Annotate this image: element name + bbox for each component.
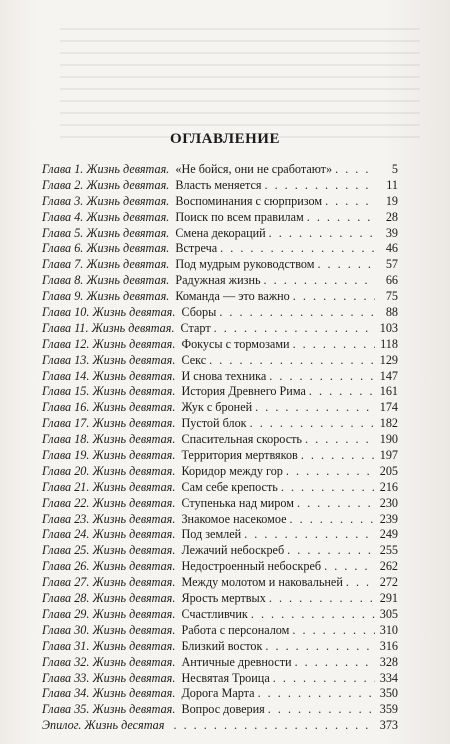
toc-entry (42, 162, 398, 178)
chapter-title: Ступенька над миром (181, 495, 294, 510)
dot-leader (307, 210, 375, 225)
chapter-label: Глава 4. Жизнь девятая. (42, 209, 170, 224)
chapter-title: Смена декораций (175, 225, 266, 240)
chapter-title: История Древнего Рима (181, 384, 306, 399)
chapter-title: Встреча (175, 241, 218, 256)
separator-space (175, 464, 178, 479)
dot-leader (324, 559, 375, 574)
separator-space (175, 432, 178, 447)
page-number: 272 (379, 575, 398, 590)
separator-space (175, 337, 178, 352)
page-number: 373 (379, 718, 398, 733)
chapter-title: Фокусы с тормозами (181, 336, 290, 351)
toc-entry (42, 639, 398, 655)
dot-leader (297, 496, 375, 511)
chapter-label: Глава 22. Жизнь девятая. (42, 495, 176, 510)
toc-entry (42, 702, 398, 718)
page-number: 57 (385, 257, 398, 272)
page-number: 75 (385, 289, 398, 304)
chapter-title: «Не бойся, они не сработают» (175, 162, 333, 176)
chapter-title: Счастливчик (181, 606, 248, 621)
chapter-label: Глава 13. Жизнь девятая. (42, 352, 176, 367)
toc-entry (42, 591, 398, 607)
separator-space (175, 512, 178, 527)
chapter-label: Глава 25. Жизнь девятая. (42, 543, 176, 558)
dot-leader (293, 289, 375, 304)
chapter-title: Спасительная скорость (181, 432, 302, 447)
chapter-title: Сборы (181, 305, 217, 320)
separator-space (175, 559, 178, 574)
page-number: 28 (385, 209, 398, 224)
chapter-title: Секс (181, 352, 207, 367)
dot-leader (301, 448, 375, 463)
page-number: 46 (385, 241, 398, 256)
page-number: 129 (379, 352, 398, 367)
chapter-label: Эпилог. Жизнь десятая (42, 718, 165, 733)
chapter-label: Глава 19. Жизнь девятая. (42, 448, 176, 463)
separator-space (169, 210, 172, 225)
dot-leader (281, 480, 375, 495)
chapter-label: Глава 5. Жизнь девятая. (42, 225, 170, 240)
page-number: 161 (379, 384, 398, 399)
chapter-label: Глава 33. Жизнь девятая. (42, 670, 176, 685)
dot-leader (290, 512, 376, 527)
page-number: 262 (379, 559, 398, 574)
page-number: 350 (379, 686, 398, 701)
dot-leader (292, 623, 375, 638)
dot-leader (251, 607, 375, 622)
separator-space (169, 289, 172, 304)
chapter-title: Территория мертвяков (181, 448, 298, 463)
chapter-label: Глава 17. Жизнь девятая. (42, 416, 176, 431)
page-number: 39 (385, 225, 398, 240)
toc-entry (42, 416, 398, 432)
toc-entry (42, 178, 398, 194)
toc-entry (42, 353, 398, 369)
chapter-label: Глава 27. Жизнь девятая. (42, 575, 176, 590)
toc-entry (42, 369, 398, 385)
chapter-label: Глава 23. Жизнь девятая. (42, 511, 176, 526)
page-number: 359 (379, 702, 398, 717)
page-number: 103 (379, 320, 398, 335)
chapter-label: Глава 34. Жизнь девятая. (42, 686, 176, 701)
toc-entry (42, 241, 398, 257)
toc-entry (42, 655, 398, 671)
separator-space (169, 257, 172, 272)
page-number: 291 (379, 591, 398, 606)
separator-space (175, 305, 178, 320)
separator-space (175, 400, 178, 415)
separator-space (175, 543, 178, 558)
toc-entry (42, 194, 398, 210)
chapter-label: Глава 6. Жизнь девятая. (42, 241, 170, 256)
chapter-label: Глава 30. Жизнь девятая. (42, 622, 176, 637)
page-number: 19 (385, 193, 398, 208)
dot-leader (209, 353, 375, 368)
chapter-title: Пустой блок (181, 416, 247, 431)
chapter-title: Жук с броней (181, 400, 253, 415)
toc-entry (42, 257, 398, 273)
dot-leader (309, 384, 375, 399)
separator-space (175, 591, 178, 606)
chapter-title: Античные древности (181, 654, 292, 669)
chapter-label: Глава 21. Жизнь девятая. (42, 479, 176, 494)
separator-space (169, 194, 172, 209)
separator-space (175, 655, 178, 670)
page-number: 182 (379, 416, 398, 431)
dot-leader (287, 543, 375, 558)
toc-entry (42, 210, 398, 226)
chapter-label: Глава 24. Жизнь девятая. (42, 527, 176, 542)
page-number: 305 (379, 606, 398, 621)
toc-entry (42, 321, 398, 337)
toc-entry (42, 432, 398, 448)
show-through-text (60, 28, 420, 138)
separator-space (164, 718, 167, 733)
page-number: 310 (379, 622, 398, 637)
chapter-title: Лежачий небоскреб (181, 543, 285, 558)
chapter-title: Радужная жизнь (175, 273, 261, 288)
chapter-label: Глава 29. Жизнь девятая. (42, 606, 176, 621)
page-number: 197 (379, 448, 398, 463)
page-number: 190 (379, 432, 398, 447)
toc-entry (42, 512, 398, 528)
separator-space (169, 178, 172, 193)
dot-leader (220, 241, 375, 256)
page-number: 174 (379, 400, 398, 415)
toc-entry (42, 289, 398, 305)
chapter-title: Знакомое насекомое (181, 511, 287, 526)
chapter-label: Глава 16. Жизнь девятая. (42, 400, 176, 415)
chapter-label: Глава 15. Жизнь девятая. (42, 384, 176, 399)
toc-entry (42, 559, 398, 575)
toc-entry (42, 575, 398, 591)
toc-entry (42, 384, 398, 400)
toc-entry (42, 226, 398, 242)
chapter-title: Власть меняется (175, 177, 262, 192)
dot-leader (269, 369, 375, 384)
toc-entry (42, 527, 398, 543)
chapter-label: Глава 18. Жизнь девятая. (42, 432, 176, 447)
dot-leader (295, 655, 375, 670)
separator-space (175, 623, 178, 638)
page-number: 216 (379, 479, 398, 494)
page-number: 239 (379, 511, 398, 526)
page-number: 205 (379, 463, 398, 478)
chapter-label: Глава 1. Жизнь девятая. (42, 162, 170, 176)
separator-space (169, 273, 172, 288)
chapter-title: Под землей (181, 527, 242, 542)
toc-entry (42, 623, 398, 639)
chapter-title: Между молотом и наковальней (181, 575, 343, 590)
separator-space (175, 480, 178, 495)
page-number: 316 (379, 638, 398, 653)
chapter-title: Коридор между гор (181, 463, 283, 478)
chapter-label: Глава 3. Жизнь девятая. (42, 193, 170, 208)
page-title: ОГЛАВЛЕНИЕ (170, 131, 280, 147)
dot-leader (335, 162, 375, 177)
separator-space (175, 321, 178, 336)
chapter-label: Глава 35. Жизнь девятая. (42, 702, 176, 717)
separator-space (175, 607, 178, 622)
chapter-title: Дорога Марта (181, 686, 255, 701)
chapter-label: Глава 31. Жизнь девятая. (42, 638, 176, 653)
page-number: 66 (385, 273, 398, 288)
page-number: 255 (379, 543, 398, 558)
page-number: 230 (379, 495, 398, 510)
separator-space (169, 226, 172, 241)
dot-leader (265, 639, 375, 654)
dot-leader (305, 432, 375, 447)
chapter-title: Сам себе крепость (181, 479, 278, 494)
page-number: 249 (379, 527, 398, 542)
dot-leader (346, 575, 375, 590)
separator-space (175, 702, 178, 717)
dot-leader (325, 194, 375, 209)
chapter-label: Глава 20. Жизнь девятая. (42, 463, 176, 478)
chapter-label: Глава 9. Жизнь девятая. (42, 289, 170, 304)
dot-leader (264, 178, 375, 193)
chapter-title: Близкий восток (181, 638, 263, 653)
dot-leader (244, 527, 375, 542)
chapter-title: Поиск по всем правилам (175, 209, 304, 224)
chapter-title: Воспоминания с сюрпризом (175, 193, 323, 208)
chapter-title: Несвятая Троица (181, 670, 270, 685)
dot-leader (173, 718, 375, 733)
chapter-title: Старт (180, 320, 211, 335)
dot-leader (269, 591, 375, 606)
dot-leader (317, 257, 375, 272)
page-number: 334 (379, 670, 398, 685)
chapter-title: Работа с персоналом (181, 622, 290, 637)
dot-leader (219, 305, 375, 320)
toc-entry (42, 337, 398, 353)
page-number: 118 (380, 336, 398, 351)
toc-entry (42, 496, 398, 512)
chapter-label: Глава 28. Жизнь девятая. (42, 591, 176, 606)
table-of-contents (42, 162, 398, 734)
chapter-title: Команда — это важно (175, 289, 290, 304)
chapter-title: Недостроенный небоскреб (181, 559, 322, 574)
toc-entry (42, 686, 398, 702)
page-number: 328 (379, 654, 398, 669)
chapter-title: Вопрос доверия (181, 702, 265, 717)
separator-space (175, 496, 178, 511)
separator-space (175, 353, 178, 368)
dot-leader (293, 337, 375, 352)
toc-entry (42, 464, 398, 480)
separator-space (175, 416, 178, 431)
dot-leader (214, 321, 375, 336)
separator-space (175, 639, 178, 654)
separator-space (175, 448, 178, 463)
dot-leader (286, 464, 375, 479)
toc-entry (42, 480, 398, 496)
dot-leader (268, 702, 375, 717)
separator-space (169, 241, 172, 256)
dot-leader (269, 226, 375, 241)
chapter-label: Глава 8. Жизнь девятая. (42, 273, 170, 288)
dot-leader (255, 400, 375, 415)
chapter-label: Глава 32. Жизнь девятая. (42, 654, 176, 669)
chapter-label: Глава 7. Жизнь девятая. (42, 257, 170, 272)
dot-leader (250, 416, 375, 431)
toc-entry (42, 671, 398, 687)
separator-space (175, 671, 178, 686)
chapter-label: Глава 14. Жизнь девятая. (42, 368, 176, 383)
page-number: 11 (386, 177, 398, 192)
separator-space (175, 369, 178, 384)
dot-leader (264, 273, 375, 288)
dot-leader (258, 686, 375, 701)
chapter-label: Глава 12. Жизнь девятая. (42, 336, 176, 351)
toc-entry (42, 607, 398, 623)
separator-space (175, 686, 178, 701)
page-number: 88 (385, 305, 398, 320)
chapter-label: Глава 2. Жизнь девятая. (42, 177, 170, 192)
toc-entry (42, 400, 398, 416)
toc-entry (42, 543, 398, 559)
toc-entry (42, 305, 398, 321)
toc-entry (42, 718, 398, 734)
page-number: 5 (391, 162, 398, 176)
separator-space (175, 575, 178, 590)
toc-entry (42, 448, 398, 464)
chapter-label: Глава 10. Жизнь девятая. (42, 305, 176, 320)
page-number: 147 (379, 368, 398, 383)
dot-leader (273, 671, 375, 686)
chapter-label: Глава 26. Жизнь девятая. (42, 559, 176, 574)
chapter-title: Под мудрым руководством (175, 257, 315, 272)
chapter-label: Глава 11. Жизнь девятая. (42, 320, 175, 335)
separator-space (175, 527, 178, 542)
separator-space (169, 162, 172, 177)
separator-space (175, 384, 178, 399)
toc-entry (42, 273, 398, 289)
chapter-title: И снова техника (181, 368, 267, 383)
chapter-title: Ярость мертвых (181, 591, 266, 606)
